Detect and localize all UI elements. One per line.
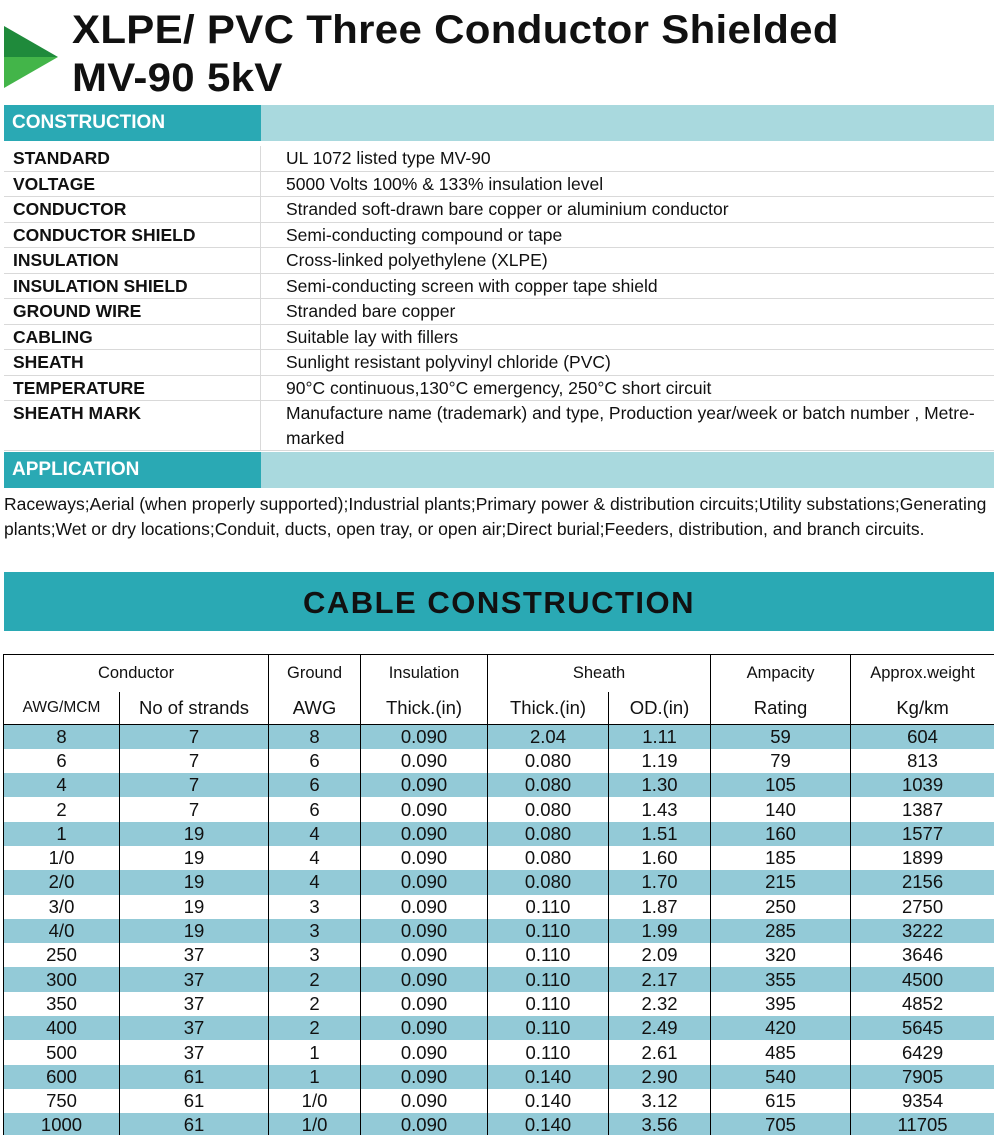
- cell-kgkm: 3222: [851, 919, 994, 943]
- application-section-bar: [4, 452, 994, 488]
- cell-ground-awg: 3: [269, 919, 361, 943]
- header-weight: Approx.weight: [851, 655, 994, 692]
- cell-od: 1.43: [609, 797, 711, 821]
- cell-insulation-thick: 0.090: [361, 822, 488, 846]
- cell-insulation-thick: 0.090: [361, 943, 488, 967]
- application-heading: APPLICATION: [4, 452, 261, 488]
- cell-insulation-thick: 0.090: [361, 725, 488, 749]
- table-row: [4, 1040, 994, 1064]
- construction-value: Manufacture name (trademark) and type, Production year/week or batch number , Metre-marked: [286, 403, 975, 448]
- construction-key: SHEATH: [4, 350, 261, 375]
- cell-insulation-thick: 0.090: [361, 1016, 488, 1040]
- cell-rating: 355: [711, 967, 851, 991]
- cell-awg-mcm: 1/0: [4, 846, 120, 870]
- cell-ground-awg: 6: [269, 749, 361, 773]
- cell-strands: 19: [120, 846, 269, 870]
- table-row: [4, 846, 994, 870]
- subheader-awg-mcm: AWG/MCM: [4, 692, 120, 725]
- construction-heading: CONSTRUCTION: [4, 105, 261, 141]
- page-title: [72, 6, 839, 102]
- cell-kgkm: 4500: [851, 967, 994, 991]
- cell-sheath-thick: 0.080: [488, 822, 609, 846]
- cell-kgkm: 1577: [851, 822, 994, 846]
- construction-value: 90°C continuous,130°C emergency, 250°C short circuit: [286, 377, 712, 398]
- table-row: [4, 943, 994, 967]
- cell-kgkm: 7905: [851, 1065, 994, 1089]
- cell-rating: 215: [711, 870, 851, 894]
- cell-strands: 19: [120, 870, 269, 894]
- cell-awg-mcm: 1000: [4, 1113, 120, 1135]
- table-body: [4, 725, 994, 1135]
- cell-awg-mcm: 600: [4, 1065, 120, 1089]
- construction-key: CONDUCTOR SHIELD: [4, 223, 261, 248]
- cell-kgkm: 1039: [851, 773, 994, 797]
- cell-sheath-thick: 0.140: [488, 1065, 609, 1089]
- cell-ground-awg: 2: [269, 967, 361, 991]
- cell-awg-mcm: 350: [4, 992, 120, 1016]
- cell-od: 1.19: [609, 749, 711, 773]
- construction-list: [4, 146, 994, 451]
- construction-key: STANDARD: [4, 146, 261, 171]
- cell-insulation-thick: 0.090: [361, 967, 488, 991]
- cell-kgkm: 2156: [851, 870, 994, 894]
- cell-od: 1.87: [609, 895, 711, 919]
- cell-awg-mcm: 4: [4, 773, 120, 797]
- construction-key: CABLING: [4, 325, 261, 350]
- cell-strands: 7: [120, 773, 269, 797]
- cell-kgkm: 813: [851, 749, 994, 773]
- construction-value: 5000 Volts 100% & 133% insulation level: [286, 173, 604, 194]
- cell-awg-mcm: 1: [4, 822, 120, 846]
- construction-key: INSULATION: [4, 248, 261, 273]
- cell-sheath-thick: 0.110: [488, 992, 609, 1016]
- table-row: [4, 870, 994, 894]
- cell-kgkm: 5645: [851, 1016, 994, 1040]
- cell-od: 1.99: [609, 919, 711, 943]
- table-row: [4, 725, 994, 749]
- cell-sheath-thick: 2.04: [488, 725, 609, 749]
- cell-ground-awg: 4: [269, 870, 361, 894]
- cell-awg-mcm: 250: [4, 943, 120, 967]
- table-row: [4, 895, 994, 919]
- construction-key: CONDUCTOR: [4, 197, 261, 222]
- cell-strands: 61: [120, 1065, 269, 1089]
- construction-value: Stranded bare copper: [286, 301, 456, 321]
- construction-value: Sunlight resistant polyvinyl chloride (PVC): [286, 352, 611, 372]
- cell-rating: 485: [711, 1040, 851, 1064]
- table-row: [4, 992, 994, 1016]
- construction-row: [4, 197, 994, 223]
- subheader-rating: Rating: [711, 692, 851, 725]
- cell-ground-awg: 6: [269, 773, 361, 797]
- cell-awg-mcm: 8: [4, 725, 120, 749]
- cell-kgkm: 2750: [851, 895, 994, 919]
- table-row: [4, 967, 994, 991]
- brand-logo-icon: [4, 26, 58, 88]
- header-ampacity: Ampacity: [711, 655, 851, 692]
- cell-ground-awg: 3: [269, 895, 361, 919]
- table-row: [4, 822, 994, 846]
- construction-row: [4, 274, 994, 300]
- construction-key: GROUND WIRE: [4, 299, 261, 324]
- header-insulation: Insulation: [361, 655, 488, 692]
- cell-strands: 61: [120, 1113, 269, 1135]
- cell-strands: 37: [120, 967, 269, 991]
- header-conductor: Conductor: [4, 655, 269, 692]
- cell-awg-mcm: 4/0: [4, 919, 120, 943]
- cell-od: 2.32: [609, 992, 711, 1016]
- cell-strands: 37: [120, 1016, 269, 1040]
- cell-kgkm: 1387: [851, 797, 994, 821]
- construction-value: Cross-linked polyethylene (XLPE): [286, 250, 548, 270]
- cell-ground-awg: 1: [269, 1040, 361, 1064]
- cell-rating: 59: [711, 725, 851, 749]
- subheader-sheath-thick: Thick.(in): [488, 692, 609, 725]
- cell-rating: 320: [711, 943, 851, 967]
- cell-rating: 250: [711, 895, 851, 919]
- cell-od: 3.56: [609, 1113, 711, 1135]
- cell-od: 1.70: [609, 870, 711, 894]
- cell-awg-mcm: 400: [4, 1016, 120, 1040]
- table-group-header-row: [4, 655, 994, 692]
- cell-strands: 7: [120, 725, 269, 749]
- construction-row: [4, 350, 994, 376]
- subheader-ground-awg: AWG: [269, 692, 361, 725]
- table-row: [4, 773, 994, 797]
- cell-awg-mcm: 500: [4, 1040, 120, 1064]
- cell-sheath-thick: 0.110: [488, 1016, 609, 1040]
- construction-value: Semi-conducting compound or tape: [286, 224, 563, 245]
- cell-sheath-thick: 0.140: [488, 1113, 609, 1135]
- table-sub-header-row: [4, 692, 994, 725]
- cell-strands: 7: [120, 749, 269, 773]
- cell-od: 2.61: [609, 1040, 711, 1064]
- cell-ground-awg: 2: [269, 992, 361, 1016]
- cell-strands: 37: [120, 943, 269, 967]
- construction-row: [4, 223, 994, 249]
- cell-od: 2.17: [609, 967, 711, 991]
- cell-sheath-thick: 0.080: [488, 749, 609, 773]
- header-ground: Ground: [269, 655, 361, 692]
- cell-insulation-thick: 0.090: [361, 797, 488, 821]
- cell-od: 1.11: [609, 725, 711, 749]
- construction-row: [4, 172, 994, 198]
- cell-awg-mcm: 750: [4, 1089, 120, 1113]
- cell-insulation-thick: 0.090: [361, 846, 488, 870]
- construction-key: SHEATH MARK: [4, 401, 261, 450]
- cell-ground-awg: 8: [269, 725, 361, 749]
- cell-od: 2.09: [609, 943, 711, 967]
- construction-value: UL 1072 listed type MV-90: [286, 148, 491, 168]
- construction-row: [4, 248, 994, 274]
- cell-awg-mcm: 300: [4, 967, 120, 991]
- construction-key: INSULATION SHIELD: [4, 274, 261, 299]
- cell-awg-mcm: 2/0: [4, 870, 120, 894]
- construction-key: VOLTAGE: [4, 172, 261, 197]
- construction-value: Semi-conducting screen with copper tape shield: [286, 275, 658, 296]
- cell-insulation-thick: 0.090: [361, 992, 488, 1016]
- subheader-insulation-thick: Thick.(in): [361, 692, 488, 725]
- cell-rating: 540: [711, 1065, 851, 1089]
- cell-insulation-thick: 0.090: [361, 1113, 488, 1135]
- cell-od: 1.51: [609, 822, 711, 846]
- cell-kgkm: 11705: [851, 1113, 994, 1135]
- application-text: Raceways;Aerial (when properly supported);Industrial plants;Primary power & distribution circuits;Utility substations;Generating plants;Wet or dry locations;Conduit, ducts, open tray, or open air;Direct burial;Feeders, distribution, and branch circuits.: [4, 494, 987, 539]
- cell-sheath-thick: 0.080: [488, 797, 609, 821]
- cell-insulation-thick: 0.090: [361, 870, 488, 894]
- cell-rating: 185: [711, 846, 851, 870]
- construction-value: Suitable lay with fillers: [286, 326, 459, 347]
- cell-rating: 705: [711, 1113, 851, 1135]
- cell-insulation-thick: 0.090: [361, 1089, 488, 1113]
- cell-sheath-thick: 0.110: [488, 895, 609, 919]
- cell-insulation-thick: 0.090: [361, 895, 488, 919]
- cell-insulation-thick: 0.090: [361, 1040, 488, 1064]
- cell-ground-awg: 1/0: [269, 1089, 361, 1113]
- construction-row: [4, 146, 994, 172]
- construction-value: Stranded soft-drawn bare copper or aluminium conductor: [286, 199, 729, 219]
- cell-rating: 140: [711, 797, 851, 821]
- cell-kgkm: 3646: [851, 943, 994, 967]
- cell-od: 1.60: [609, 846, 711, 870]
- cell-kgkm: 6429: [851, 1040, 994, 1064]
- cell-strands: 19: [120, 822, 269, 846]
- cell-ground-awg: 4: [269, 846, 361, 870]
- cell-sheath-thick: 0.080: [488, 870, 609, 894]
- cell-strands: 7: [120, 797, 269, 821]
- cable-construction-table: [3, 654, 994, 1135]
- cell-awg-mcm: 6: [4, 749, 120, 773]
- header-sheath: Sheath: [488, 655, 711, 692]
- construction-row: [4, 325, 994, 351]
- cell-ground-awg: 6: [269, 797, 361, 821]
- cell-ground-awg: 4: [269, 822, 361, 846]
- cell-rating: 395: [711, 992, 851, 1016]
- cell-insulation-thick: 0.090: [361, 773, 488, 797]
- subheader-od: OD.(in): [609, 692, 711, 725]
- construction-row: [4, 401, 994, 451]
- cell-sheath-thick: 0.110: [488, 943, 609, 967]
- cell-insulation-thick: 0.090: [361, 749, 488, 773]
- construction-row: [4, 376, 994, 402]
- construction-row: [4, 299, 994, 325]
- cell-sheath-thick: 0.110: [488, 1040, 609, 1064]
- cell-insulation-thick: 0.090: [361, 1065, 488, 1089]
- cell-ground-awg: 3: [269, 943, 361, 967]
- construction-key: TEMPERATURE: [4, 376, 261, 401]
- cable-construction-heading: CABLE CONSTRUCTION: [4, 572, 994, 631]
- cell-ground-awg: 2: [269, 1016, 361, 1040]
- cell-od: 1.30: [609, 773, 711, 797]
- cell-kgkm: 1899: [851, 846, 994, 870]
- cell-sheath-thick: 0.080: [488, 773, 609, 797]
- cell-strands: 37: [120, 992, 269, 1016]
- cell-sheath-thick: 0.140: [488, 1089, 609, 1113]
- cell-kgkm: 9354: [851, 1089, 994, 1113]
- table-row: [4, 749, 994, 773]
- cell-od: 2.49: [609, 1016, 711, 1040]
- title-line-1: XLPE/ PVC Three Conductor Shielded: [72, 8, 839, 52]
- cell-rating: 420: [711, 1016, 851, 1040]
- cell-kgkm: 604: [851, 725, 994, 749]
- table-row: [4, 1065, 994, 1089]
- cell-od: 3.12: [609, 1089, 711, 1113]
- table-row: [4, 1089, 994, 1113]
- table-row: [4, 1113, 994, 1135]
- cell-strands: 19: [120, 895, 269, 919]
- cell-sheath-thick: 0.110: [488, 919, 609, 943]
- cell-awg-mcm: 2: [4, 797, 120, 821]
- cell-sheath-thick: 0.110: [488, 967, 609, 991]
- cell-rating: 615: [711, 1089, 851, 1113]
- table-row: [4, 797, 994, 821]
- cell-rating: 79: [711, 749, 851, 773]
- cell-strands: 19: [120, 919, 269, 943]
- cell-sheath-thick: 0.080: [488, 846, 609, 870]
- construction-section-bar: [4, 105, 994, 141]
- subheader-kgkm: Kg/km: [851, 692, 994, 725]
- cell-strands: 61: [120, 1089, 269, 1113]
- cell-insulation-thick: 0.090: [361, 919, 488, 943]
- cell-kgkm: 4852: [851, 992, 994, 1016]
- cell-rating: 105: [711, 773, 851, 797]
- cell-rating: 160: [711, 822, 851, 846]
- cell-rating: 285: [711, 919, 851, 943]
- cell-ground-awg: 1/0: [269, 1113, 361, 1135]
- cell-strands: 37: [120, 1040, 269, 1064]
- table-row: [4, 919, 994, 943]
- cell-awg-mcm: 3/0: [4, 895, 120, 919]
- title-line-2: MV-90 5kV: [72, 56, 283, 100]
- cell-od: 2.90: [609, 1065, 711, 1089]
- table-row: [4, 1016, 994, 1040]
- subheader-strands: No of strands: [120, 692, 269, 725]
- cell-ground-awg: 1: [269, 1065, 361, 1089]
